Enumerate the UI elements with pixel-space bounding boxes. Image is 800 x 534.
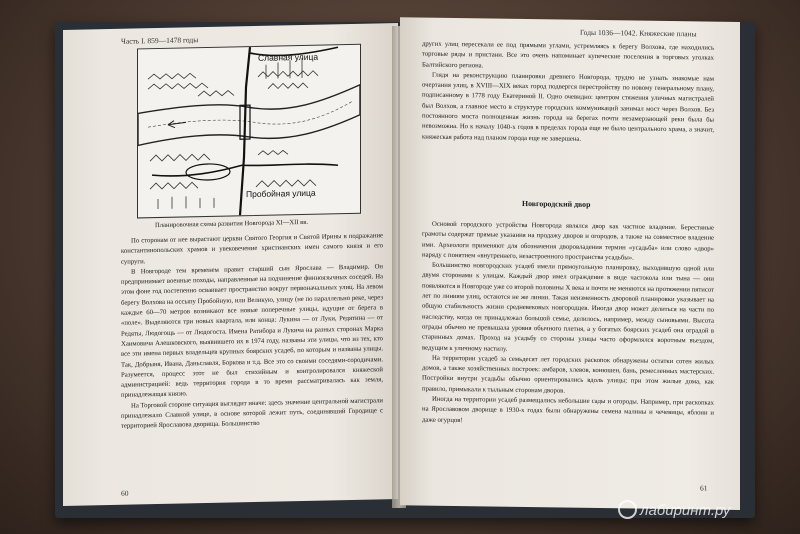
section-title: Новгородский двор bbox=[522, 198, 591, 209]
paragraph: Иногда на территории усадеб размещались небольшие сады и огороды. Например, при раскопках на Ярославовом дворище в 1930-х годах были обнаружены семена малины и чечевицы, яблони и даже огурцов! bbox=[422, 395, 714, 424]
right-running-header: Годы 1036—1042. Княжеские планы bbox=[580, 27, 697, 39]
right-body-text-bottom bbox=[422, 220, 714, 478]
right-page bbox=[400, 17, 740, 510]
paragraph: Глядя на реконструкцию планировки древнего Новгорода, трудно не узнать знакомые нам очертания улиц, в XVIII—XIX веках город подвергся перестройству по новому генеральному плану, подписанному в 1778 году Екатериной II. Одно очевидно: центром стяжения уличных магистралей был Волхов, а главное место в структуре городских коммуникаций занимал мост через Волхов. Без постоянного моста полноценная жизнь города на берегах почти незамерзающей реки была бы невозможна. Но к началу 1040-х годов в пределах города еще не было центрального храма, а значит, княжеская работа над планом города еще не завершена. bbox=[422, 71, 714, 143]
left-body-text bbox=[121, 231, 383, 484]
upper-left-blocks bbox=[148, 72, 234, 97]
city-plan-map bbox=[137, 44, 361, 219]
left-page bbox=[63, 23, 398, 506]
left-page-number: 60 bbox=[121, 488, 129, 498]
paragraph: На территории усадеб за семьдесят лет городских раскопок обнаружены остатки сотен жилых домов, а также хозяйственных построек: амбаров, хлевов, конюшен, бань, ремесленных мастерских. Постройки внутри усадьбы обычно ориентировались вдоль улицы; при этом жилые дома, как правило, примыкали к тыльным сторонам дворов. bbox=[422, 354, 714, 395]
river-shape bbox=[138, 85, 360, 146]
paragraph: В Новгороде тем временем правит старший сын Ярослава — Владимир. Он предпринимает военные походы, направленные на подчинение финноязычных соседей. На этом фоне год постепенно осваивает пространство вокруг первоначальных улиц. На левом берегу Волхова на оссыпу Пробойную, или Великую, улицу (не по параллельно реке, через каждые 60—70 метров возникают все новые поперечные улицы, идущие от берега в «поле». Выделяются три новых квартала, или конца: Лукина — от Луки, Редятина — от Редяты, Людогощь — от Людогоста. Имена Ратибора и Лукича на разных сторонах Марка Хаимовича Алешковского, выявившего их в 1974 году, названы эти улицы, что из тех, кто все эти имена первых владельцев крупных боярских усадеб, по которым и названы улицы. Так, Добрыня, Ивана, Даньславля, Боркова и т.д. Все это со своими соседями-сородичами. Разумеется, процесс этот не был стихийным и контролировался княжеской администрацией: ведь территория города в то время рассматривалась как земля, принадлежащая князю. bbox=[121, 263, 383, 400]
detinets-outline bbox=[186, 164, 230, 181]
map-caption: Планировочная схема развития Новгорода XI—XII вв. bbox=[155, 218, 309, 230]
city-plan-drawing bbox=[138, 45, 360, 218]
paragraph: Основой городского устройства Новгорода являлся двор как частное владение. Берестяные грамоты содержат прямые указания на продажу дворов и огородов, а также на совместное владение ими. Археологи применяют для обозначения дворовладения термин «усадьба» или слово «двор» наряду с понятием «внутреннего, незастроенного пространства усадьбы». bbox=[422, 220, 714, 262]
watermark-logo-icon bbox=[618, 500, 637, 519]
street-label-proboinaya: Пробойная улица bbox=[246, 187, 316, 200]
lower-left-blocks bbox=[150, 154, 214, 209]
paragraph: других улиц пересекали ее под прямыми углами, устремляясь к берегу Волхова, где находились торговые ряды и пристани. Все это очень напоминает купеческие поселения в торговых уголках Балтийского региона. bbox=[422, 40, 714, 70]
lower-right-blocks bbox=[256, 150, 316, 187]
street-label-slavnaya: Славная улица bbox=[258, 51, 319, 63]
proboinaya-street-line-east bbox=[242, 163, 338, 167]
paragraph: На Торговой стороне ситуация выглядит иначе: здесь значение центральной магистрали принадлежало Славной улице, в основе которой лежит путь, соединявший Городище с территорией Ярославова дворища. Большинство bbox=[121, 397, 383, 431]
left-running-header: Часть I. 859—1478 годы bbox=[121, 35, 199, 46]
paragraph: По сторонам от нее вырастают церкви Святого Георгия и Святой Ирины в подражание константинопольских храмов и увековечение христианских имен самого князя и его супруги. bbox=[121, 232, 383, 266]
watermark-text: лабиринт.ру bbox=[640, 502, 731, 519]
right-body-text-top bbox=[422, 40, 714, 190]
right-page-number: 61 bbox=[700, 483, 708, 493]
paragraph: Большинство новгородских усадеб имели прямоугольную планировку, выходившую одной или двумя сторонами к улицам. Каждый двор имел ограждение в виде частокола или тына — они появляются в Новгороде уже со второй половины X века и почти не меняются на протяжении пятисот лет по линиям улиц, остаются не же линии. Такая неизменность дворовой планировки указывает на общую стабильность жизни средневековых новгородцев. Иногда двор может делиться на части по наследству, когда он принадлежал большой семье, делилось, например, между сыновьями. Высота ограды обычно не превышала уровня обычного плетня, а у богатых боярских усадеб она оградой в старинных домах. Проход на усадьбу со стороны улицы часто оформлялся воротным въездом, ведущим к уличному настилу. bbox=[422, 261, 714, 353]
